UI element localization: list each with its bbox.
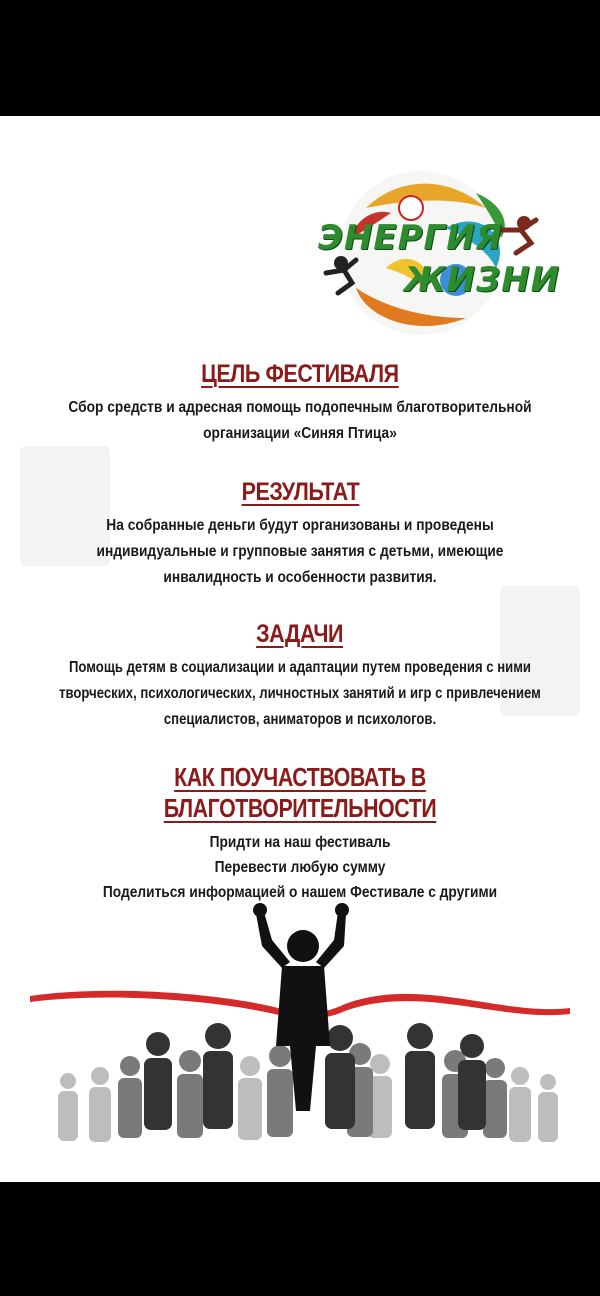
tasks-text: [54, 655, 546, 733]
result-line: На собранные деньги будут организованы и проведены: [106, 517, 494, 534]
festival-logo: [296, 168, 561, 338]
logo-title-line2: ЖИЗНИ: [404, 260, 561, 300]
goal-line: организации «Синяя Птица»: [203, 425, 397, 442]
goal-section: [0, 360, 600, 447]
result-text: [42, 513, 558, 591]
logo-title-line1: ЭНЕРГИЯ: [318, 218, 503, 258]
tasks-heading: ЗАДАЧИ: [256, 620, 344, 648]
result-section: [0, 478, 600, 591]
runners-illustration: [0, 896, 600, 1182]
result-heading: РЕЗУЛЬТАТ: [241, 478, 359, 506]
participate-heading: КАК ПОУЧАСТВОВАТЬ В БЛАГОТВОРИТЕЛЬНОСТИ: [163, 762, 437, 823]
goal-line: Сбор средств и адресная помощь подопечным благотворительной: [68, 399, 532, 416]
tasks-line: специалистов, аниматоров и психологов.: [163, 711, 437, 728]
goal-text: [42, 395, 558, 447]
result-line: инвалидность и особенности развития.: [163, 569, 437, 586]
result-line: индивидуальные и групповые занятия с детьми, имеющие: [96, 543, 504, 560]
tasks-section: [0, 620, 600, 733]
tasks-line: Помощь детям в социализации и адаптации путем проведения с ними: [69, 659, 531, 676]
participate-line: Поделиться информацией о нашем Фестивале с другими: [102, 884, 498, 901]
participate-text: [42, 830, 558, 905]
participate-line: Перевести любую сумму: [214, 859, 386, 876]
participate-line: Придти на наш фестиваль: [209, 834, 391, 851]
goal-heading: ЦЕЛЬ ФЕСТИВАЛЯ: [201, 360, 399, 388]
festival-poster: [0, 116, 600, 1182]
participate-section: [0, 762, 600, 905]
tasks-line: творческих, психологических, личностных занятий и игр с привлечением: [59, 685, 541, 702]
